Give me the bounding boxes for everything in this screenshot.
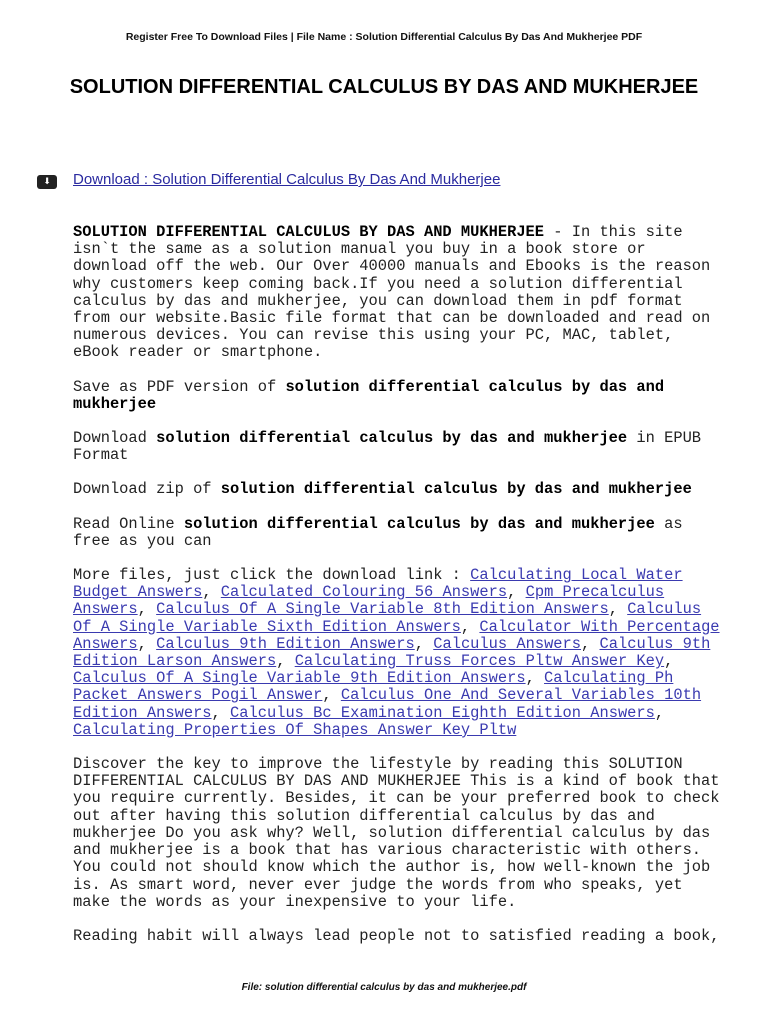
more-file-link[interactable]: Calculating Properties Of Shapes Answer Key Pltw (73, 720, 517, 739)
intro-text: - In this site isn`t the same as a solution manual you buy in a book store or download off the web. Our Over 40000 manuals and Ebooks is the reason why customers keep coming back.If you need a solution differential calculus by das and mukherjee, you can download them in pdf format from our website.Basic file format that can be downloaded and read on numerous devices. You can revise this using your PC, MAC, tablet, eBook reader or smartphone. (73, 223, 711, 362)
epub-paragraph (73, 430, 728, 464)
read-online-paragraph (73, 516, 728, 550)
document-body (73, 224, 728, 962)
page-title: SOLUTION DIFFERENTIAL CALCULUS BY DAS AND MUKHERJEE (69, 76, 699, 98)
text: More files, just click the download link : (73, 566, 471, 585)
page-header: Register Free To Download Files | File Name : Solution Differential Calculus By Das And Mukherjee PDF (125, 31, 643, 43)
more-file-link[interactable]: Calculus One And Several Variables 10th Edition Answers (73, 686, 702, 722)
more-file-link[interactable]: Calculus 9th Edition Larson Answers (73, 634, 711, 671)
more-file-link[interactable]: Calculus Of A Single Variable 8th Edition Answers (156, 600, 609, 619)
save-pdf-paragraph (73, 379, 728, 413)
more-file-link[interactable]: Calculus Of A Single Variable Sixth Edition Answers (73, 600, 702, 636)
more-file-link[interactable]: Calculating Local Water Budget Answers (73, 566, 683, 602)
book-title: solution differential calculus by das and mukherjee (156, 429, 628, 448)
more-file-link[interactable]: Calculator With Percentage Answers (73, 617, 720, 653)
more-files-paragraph: More files, just click the download link : Calculating Local Water Budget Answers, Calculated Colouring 56 Answers, Cpm Precalculus Answers, Calculus Of A Single Variable 8th Edition Answers, Calculus Of A Single Variable Sixth Edition Answers, Calculator With Percentage Answers, Calculus 9th Edition Answers, Calculus Answers, Calculus 9th Edition Larson Answers, Calculating Truss Forces Pltw Answer Key, Calculus Of A Single Variable 9th Edition Answers, Calculating Ph Packet Answers Pogil Answer, Calculus One And Several Variables 10th Edition Answers, Calculus Bc Examination Eighth Edition Answers, Calculating Properties Of Shapes Answer Key Pltw (73, 566, 720, 739)
more-file-link[interactable]: Calculus Of A Single Variable 9th Edition Answers (73, 669, 526, 688)
more-file-link[interactable]: Calculus 9th Edition Answers (156, 634, 415, 653)
reading-paragraph: Reading habit will always lead people not to satisfied reading a book, (73, 926, 720, 945)
text: Save as PDF version of (73, 377, 286, 396)
more-file-link[interactable]: Calculating Truss Forces Pltw Answer Key (294, 652, 665, 671)
more-file-link[interactable]: Calculus Bc Examination Eighth Edition Answers (230, 703, 655, 722)
download-row (37, 170, 500, 189)
more-file-link[interactable]: Calculus Answers (433, 634, 582, 653)
text: Download zip of (73, 480, 221, 499)
book-title: solution differential calculus by das and mukherjee (183, 514, 655, 533)
intro-paragraph (73, 224, 728, 362)
book-title: solution differential calculus by das and mukherjee (220, 480, 692, 499)
book-title: solution differential calculus by das and mukherjee (73, 377, 665, 413)
zip-paragraph (73, 481, 728, 498)
text: in EPUB Format (73, 429, 702, 465)
discover-paragraph: Discover the key to improve the lifestyle by reading this SOLUTION DIFFERENTIAL CALCULUS BY DAS AND MUKHERJEE This is a kind of book that you require currently. Besides, it can be your preferred book to check out after having this solution differential calculus by das and mukherjee Do you ask why? Well, solution differential calculus by das and mukherjee is a book that has various characteristic with others. You could not should know which the author is, how well-known the job is. As smart word, never ever judge the words from who speaks, yet make the words as your inexpensive to your life. (73, 755, 720, 911)
more-file-link[interactable]: Calculated Colouring 56 Answers (220, 583, 508, 602)
more-file-link[interactable]: Calculating Ph Packet Answers Pogil Answer (73, 669, 674, 705)
text: Read Online (73, 514, 184, 533)
more-file-link[interactable]: Cpm Precalculus Answers (73, 583, 665, 619)
text: as free as you can (73, 514, 683, 550)
intro-bold: SOLUTION DIFFERENTIAL CALCULUS BY DAS AND MUKHERJEE (73, 223, 545, 241)
download-icon[interactable]: ⬇ (37, 175, 57, 189)
page-footer: File: solution differential calculus by das and mukherjee.pdf (241, 982, 527, 993)
download-link[interactable]: Download : Solution Differential Calculus By Das And Mukherjee (73, 171, 501, 188)
text: Download (73, 429, 157, 448)
